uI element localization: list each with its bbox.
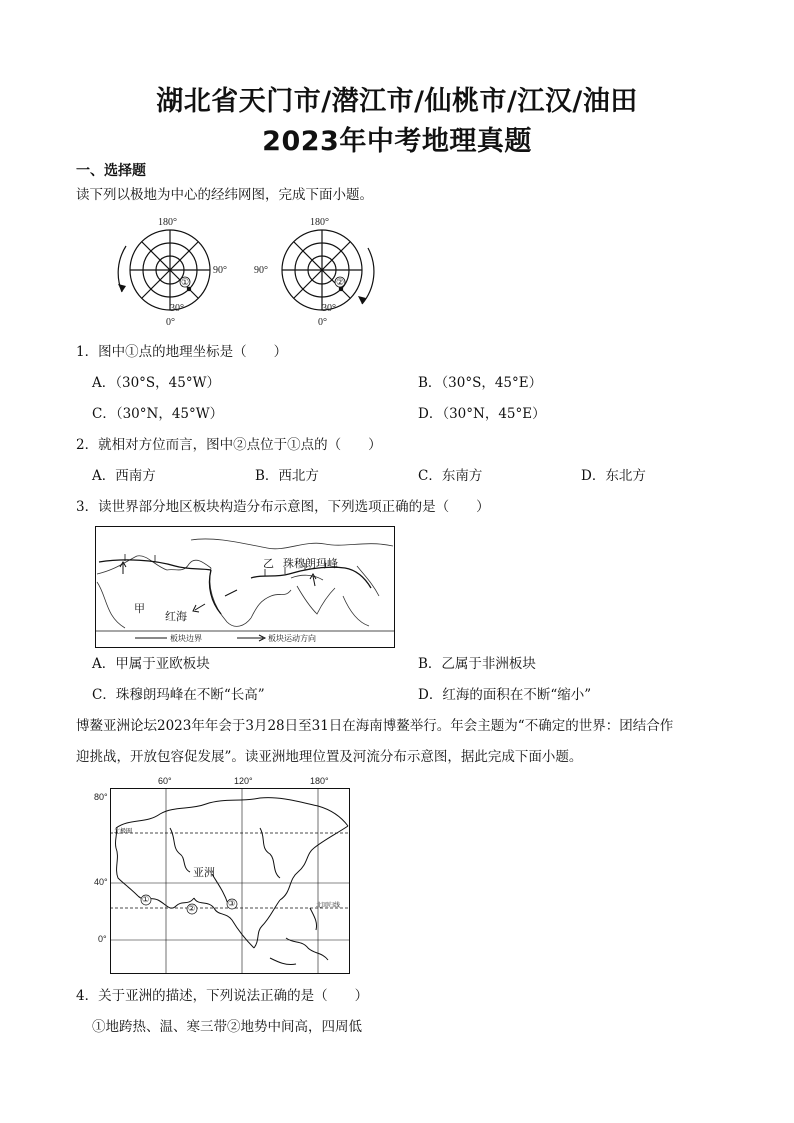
page-title: 湖北省天门市/潜江市/仙桃市/江汉/油田 xyxy=(156,86,638,117)
river-2-label: ② xyxy=(188,904,196,913)
polar-left-point-label: ① xyxy=(181,277,190,287)
plate-tectonics-map xyxy=(95,526,395,648)
polar-right-left-label: 90° xyxy=(254,265,268,276)
intro-text: 读下列以极地为中心的经纬网图，完成下面小题。 xyxy=(76,187,373,203)
polar-left-right-label: 90° xyxy=(213,265,227,276)
q2-option-b: B．西北方 xyxy=(255,468,319,484)
legend-boundary-label: 板块边界 xyxy=(170,634,202,643)
q3-option-d: D．红海的面积在不断“缩小” xyxy=(418,687,592,703)
q3-option-b: B．乙属于非洲板块 xyxy=(418,656,536,672)
q3-option-a: A．甲属于亚欧板块 xyxy=(92,656,210,672)
plate-label-yi: 乙 xyxy=(263,557,274,570)
lat-label-80: 80° xyxy=(94,792,108,802)
asia-label: 亚洲 xyxy=(193,866,215,879)
asia-map xyxy=(110,788,350,974)
q2-option-a: A．西南方 xyxy=(92,468,156,484)
lat-label-40: 40° xyxy=(94,877,108,887)
q1-option-a: A．（30°S，45°W） xyxy=(92,375,220,391)
q1-option-d: D．（30°N，45°E） xyxy=(418,406,546,422)
passage-line-2: 迎挑战，开放包容促发展”。读亚洲地理位置及河流分布示意图，据此完成下面小题。 xyxy=(76,749,583,765)
polar-right-point-label: ② xyxy=(336,277,345,287)
polar-left-bottom-label: 0° xyxy=(166,317,175,328)
polar-right-top-label: 180° xyxy=(310,217,329,228)
lon-label-180: 180° xyxy=(310,776,329,786)
q1-option-c: C．（30°N，45°W） xyxy=(92,406,224,422)
river-3-label: ③ xyxy=(228,899,236,908)
q2-option-d: D．东北方 xyxy=(581,468,646,484)
polar-left-top-label: 180° xyxy=(158,217,177,228)
polar-right-bottom-label: 0° xyxy=(318,317,327,328)
q1-option-b: B．（30°S，45°E） xyxy=(418,375,543,391)
plate-label-jia: 甲 xyxy=(134,602,145,615)
q4-statement-line: ①地跨热、温、寒三带②地势中间高，四周低 xyxy=(92,1019,362,1035)
lon-label-120: 120° xyxy=(234,776,253,786)
legend-motion-label: 板块运动方向 xyxy=(268,634,316,643)
arctic-circle-label: 北极圈 xyxy=(114,828,133,835)
question-1-stem: 1．图中①点的地理坐标是（ ） xyxy=(76,344,288,360)
polar-right-inner-label: 30° xyxy=(322,303,336,314)
question-4-stem: 4．关于亚洲的描述，下列说法正确的是（ ） xyxy=(76,988,369,1004)
q3-option-c: C．珠穆朗玛峰在不断“长高” xyxy=(92,687,265,703)
question-2-stem: 2．就相对方位而言，图中②点位于①点的（ ） xyxy=(76,437,382,453)
section-heading: 一、选择题 xyxy=(76,163,146,179)
polar-left-inner-label: 30° xyxy=(170,303,184,314)
plate-label-redsea: 红海 xyxy=(165,610,187,623)
lat-label-0: 0° xyxy=(98,934,107,944)
plate-label-everest: 珠穆朗玛峰 xyxy=(283,557,338,570)
question-3-stem: 3．读世界部分地区板块构造分布示意图，下列选项正确的是（ ） xyxy=(76,499,490,515)
river-1-label: ① xyxy=(142,895,150,904)
lon-label-60: 60° xyxy=(158,776,172,786)
passage-line-1: 博鳌亚洲论坛2023年年会于3月28日至31日在海南博鳌举行。年会主题为“不确定的世界：团结合作 xyxy=(76,718,674,734)
tropic-of-cancer-label: 北回归线 xyxy=(316,902,341,909)
page-subtitle: 2023年中考地理真题 xyxy=(262,126,532,157)
q2-option-c: C．东南方 xyxy=(418,468,483,484)
